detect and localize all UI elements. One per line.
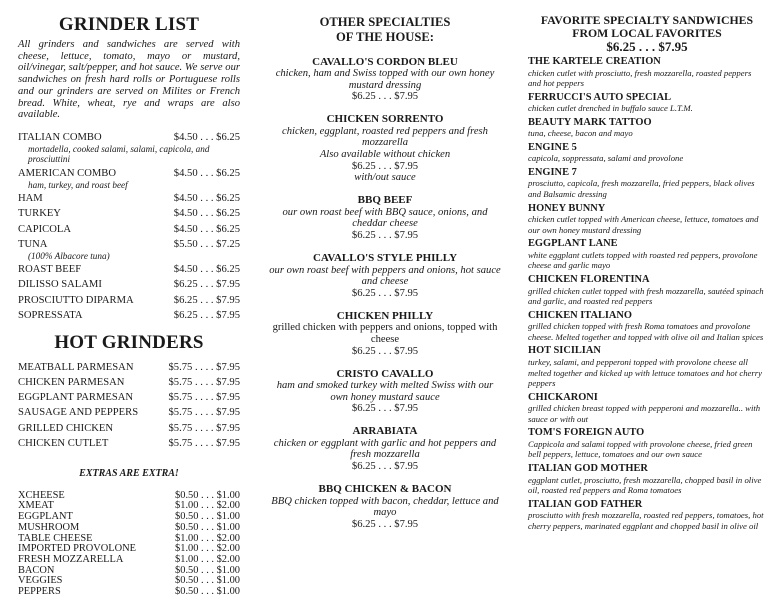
specialty-description: our own roast beef with BBQ sauce, onions, and cheddar cheese — [282, 206, 488, 230]
favorite-item — [528, 56, 766, 89]
menu-item-row — [18, 295, 240, 307]
menu-item — [18, 438, 240, 450]
favorite-description: capicola, soppressata, salami and provolone — [528, 153, 684, 164]
favorite-name: EGGPLANT LANE — [528, 238, 618, 250]
extra-item-price: $0.50 . . . $1.00 — [175, 575, 240, 587]
menu-item-description: (100% Albacore tuna) — [28, 250, 110, 261]
extra-item-name: IMPORTED PROVOLONE — [18, 543, 137, 555]
grinder-list-intro: All grinders and sandwiches are served with cheese, lettuce, tomato, mayo or mustard, oil/vinegar, salt/pepper, and hot sauce. We serve our sandwiches on fresh hard rolls or Portuguese rolls and our grinders are served on Milites or French bread. White, wheat, rye and wraps are also available. — [18, 39, 240, 121]
extra-item-name: TABLE CHEESE — [18, 532, 93, 544]
hot-grinders-title: HOT GRINDERS — [54, 331, 204, 353]
favorite-description: grilled chicken cutlet topped with fresh mozzarella, sautéed spinach and garlic, and roasted red peppers — [528, 285, 764, 307]
specialty-description: chicken, eggplant, roasted red peppers and fresh mozzarella — [282, 125, 488, 149]
extra-item — [18, 587, 240, 598]
menu-item-price: $6.25 . . . $7.95 — [173, 279, 240, 291]
menu-item — [18, 168, 240, 190]
specialty-description: grilled chicken with peppers and onions, topped with cheese — [272, 322, 498, 345]
menu-item-price: $5.75 . . . . $7.95 — [168, 392, 240, 404]
favorite-name: ENGINE 5 — [528, 141, 577, 153]
menu-item-row — [18, 392, 240, 404]
extras-list — [18, 491, 240, 598]
specialty-price: $6.25 . . . $7.95 — [351, 287, 419, 299]
grinder-list — [18, 132, 240, 322]
specialty-description: BBQ chicken topped with bacon, cheddar, lettuce and mayo — [271, 495, 499, 519]
favorite-item — [528, 345, 766, 388]
favorite-name: ITALIAN GOD MOTHER — [528, 463, 648, 475]
favorite-description: turkey, salami, and pepperoni topped with provolone cheese all melted together and kicked up with lettuce tomatoes and hot cherry peppers — [528, 356, 763, 389]
menu-item-name: AMERICAN COMBO — [18, 167, 117, 179]
specialty-note: with/out sauce — [354, 172, 416, 184]
menu-item-price: $4.50 . . . $6.25 — [173, 131, 240, 143]
specialty-item — [268, 310, 502, 357]
favorite-description: prosciutto, capicola, fresh mozzarella, fried peppers, black olives and Balsamic dressing — [528, 178, 755, 200]
menu-item-price: $4.50 . . . $6.25 — [173, 223, 240, 235]
menu-item-price: $5.75 . . . . $7.95 — [168, 422, 240, 434]
favorite-name: THE KARTELE CREATION — [528, 56, 661, 67]
specialty-item — [268, 483, 502, 530]
favorite-description: grilled chicken topped with fresh Roma tomatoes and provolone cheese. Melted together and topped with olive oil and Italian spices — [528, 321, 764, 342]
extra-item-price: $0.50 . . . $1.00 — [175, 489, 240, 501]
menu-item-name: PROSCIUTTO DIPARMA — [18, 294, 134, 306]
specialties-title-line1: OTHER SPECIALTIES — [319, 15, 451, 29]
menu-item-row — [18, 310, 240, 322]
specialty-price: $6.25 . . . $7.95 — [351, 345, 419, 357]
specialties-title — [268, 15, 502, 45]
menu-item-description: ham, turkey, and roast beef — [28, 179, 128, 190]
hot-grinders-list — [18, 362, 240, 450]
menu-item-row — [18, 132, 240, 144]
favorite-item — [528, 274, 766, 307]
specialties-title-line2: OF THE HOUSE: — [336, 30, 434, 44]
menu-item-row — [18, 438, 240, 450]
favorite-description: prosciutto with fresh mozzarella, roasted red peppers, tomatoes, hot cherry peppers, marinated eggplant and chopped basil in olive oil — [528, 510, 764, 531]
favorite-description: Cappicola and salami topped with provolone cheese, fried green bell peppers, lettuce, tomatoes and our own sauce — [528, 438, 753, 460]
specialty-name: CRISTO CAVALLO — [336, 367, 434, 380]
extra-item-name: MUSHROOM — [18, 521, 80, 533]
menu-item-description: mortadella, cooked salami, salami, capicola, and prosciuttini — [28, 143, 210, 165]
favorite-description: white eggplant cutlets topped with roasted red peppers, provolone cheese and garlic mayo — [528, 249, 758, 271]
menu-item-row — [18, 168, 240, 180]
favorites-list — [528, 56, 766, 531]
menu-item-name: MEATBALL PARMESAN — [18, 361, 134, 373]
menu-item — [18, 224, 240, 236]
menu-item-row — [18, 362, 240, 374]
specialty-item — [268, 425, 502, 472]
favorite-name: CHICKARONI — [528, 391, 598, 403]
menu-item-price: $6.25 . . . $7.95 — [173, 294, 240, 306]
left-column — [18, 0, 240, 598]
specialty-item — [268, 56, 502, 103]
extra-item-price: $1.00 . . . $2.00 — [175, 532, 240, 544]
extra-item-price: $0.50 . . . $1.00 — [175, 586, 240, 598]
favorites-title — [528, 14, 766, 40]
favorite-name: TOM'S FOREIGN AUTO — [528, 427, 645, 439]
menu-item-name: CHICKEN CUTLET — [18, 437, 109, 449]
menu-item-name: HAM — [18, 193, 43, 205]
specialty-name: BBQ BEEF — [357, 194, 413, 207]
favorite-item — [528, 499, 766, 532]
extra-item-name: FRESH MOZZARELLA — [18, 553, 124, 565]
specialty-name: CHICKEN PHILLY — [336, 309, 434, 322]
menu-item-price: $5.75 . . . . $7.95 — [168, 376, 240, 388]
menu-item-name: TURKEY — [18, 208, 61, 220]
extra-item-name: XCHEESE — [18, 489, 65, 501]
menu-item — [18, 407, 240, 419]
menu-item-row — [18, 377, 240, 389]
favorite-item — [528, 203, 766, 236]
favorite-item — [528, 92, 766, 114]
extras-title: EXTRAS ARE EXTRA! — [79, 467, 179, 479]
specialty-price: $6.25 . . . $7.95 — [351, 160, 419, 172]
menu-item-name: CHICKEN PARMESAN — [18, 376, 125, 388]
extra-item-name: EGGPLANT — [18, 511, 73, 523]
favorite-description: chicken cutlet drenched in buffalo sauce L.T.M. — [528, 103, 693, 114]
right-column — [528, 0, 766, 531]
favorite-name: HONEY BUNNY — [528, 202, 606, 214]
specialty-price: $6.25 . . . $7.95 — [351, 403, 419, 415]
favorite-name: CHICKEN FLORENTINA — [528, 274, 650, 286]
specialty-price: $6.25 . . . $7.95 — [351, 461, 419, 473]
favorite-item — [528, 427, 766, 460]
favorite-item — [528, 310, 766, 343]
menu-item — [18, 377, 240, 389]
favorite-name: ENGINE 7 — [528, 166, 577, 178]
menu-item-price: $5.75 . . . . $7.95 — [168, 407, 240, 419]
favorites-title-line1: FAVORITE SPECIALTY SANDWICHES — [540, 13, 754, 27]
menu-item-row — [18, 239, 240, 251]
menu-item-price: $6.25 . . . $7.95 — [173, 309, 240, 321]
favorite-item — [528, 463, 766, 496]
specialty-item — [268, 252, 502, 299]
menu-item-name: GRILLED CHICKEN — [18, 422, 114, 434]
specialty-item — [268, 368, 502, 415]
extra-item-price: $0.50 . . . $1.00 — [175, 511, 240, 523]
middle-column — [268, 0, 502, 530]
extra-item-name: XMEAT — [18, 500, 54, 512]
menu-item-price: $4.50 . . . $6.25 — [173, 264, 240, 276]
specialty-note: Also available without chicken — [319, 148, 451, 160]
specialty-item — [268, 194, 502, 241]
menu-item-price: $5.75 . . . . $7.95 — [168, 437, 240, 449]
menu-item-row — [18, 208, 240, 220]
specialty-price: $6.25 . . . $7.95 — [351, 91, 419, 103]
menu-item-name: SAUSAGE AND PEPPERS — [18, 407, 139, 419]
favorite-name: HOT SICILIAN — [528, 345, 601, 357]
menu-item-name: DILISSO SALAMI — [18, 279, 102, 291]
extra-item-price: $1.00 . . . $2.00 — [175, 500, 240, 512]
extra-item-price: $1.00 . . . $2.00 — [175, 553, 240, 565]
specialty-name: CAVALLO'S STYLE PHILLY — [312, 252, 458, 265]
menu-item — [18, 239, 240, 261]
menu-item — [18, 295, 240, 307]
menu-item-name: TUNA — [18, 238, 48, 250]
menu-item-name: SOPRESSATA — [18, 309, 83, 321]
specialty-name: CHICKEN SORRENTO — [326, 113, 444, 126]
menu-item — [18, 208, 240, 220]
favorites-price: $6.25 . . . $7.95 — [606, 39, 688, 54]
extra-item-name: VEGGIES — [18, 575, 63, 587]
extra-item — [18, 523, 240, 534]
specialty-price: $6.25 . . . $7.95 — [351, 229, 419, 241]
menu-item — [18, 362, 240, 374]
favorite-name: CHICKEN ITALIANO — [528, 309, 633, 321]
favorite-description: eggplant cutlet, prosciutto, fresh mozzarella, chopped basil in olive oil, roasted red peppers and Roma tomatoes — [528, 474, 762, 496]
menu-item — [18, 193, 240, 205]
menu-item-name: ITALIAN COMBO — [18, 131, 102, 143]
favorite-description: chicken cutlet with prosciutto, fresh mozzarella, roasted peppers and hot peppers — [528, 67, 752, 89]
menu-item-price: $4.50 . . . $6.25 — [173, 208, 240, 220]
specialties-list — [268, 56, 502, 531]
menu-item-row — [18, 279, 240, 291]
favorite-item — [528, 238, 766, 271]
menu-item — [18, 392, 240, 404]
favorite-item — [528, 392, 766, 425]
specialty-name: BBQ CHICKEN & BACON — [318, 483, 452, 496]
specialty-item — [268, 113, 502, 183]
menu-item — [18, 264, 240, 276]
menu-item — [18, 279, 240, 291]
specialty-name: ARRABIATA — [352, 425, 418, 438]
menu-item-price: $4.50 . . . $6.25 — [173, 167, 240, 179]
favorite-description: tuna, cheese, bacon and mayo — [528, 128, 633, 139]
extra-item-name: PEPPERS — [18, 586, 61, 598]
specialty-name: CAVALLO'S CORDON BLEU — [312, 55, 458, 68]
menu-item-row — [18, 264, 240, 276]
menu-item-name: ROAST BEEF — [18, 264, 82, 276]
extra-item-price: $0.50 . . . $1.00 — [175, 564, 240, 576]
favorite-item — [528, 142, 766, 164]
specialty-description: chicken, ham and Swiss topped with our own honey mustard dressing — [275, 68, 495, 91]
menu-item-row — [18, 193, 240, 205]
favorite-item — [528, 117, 766, 139]
menu-item-price: $5.75 . . . . $7.95 — [168, 361, 240, 373]
grinder-list-title: GRINDER LIST — [58, 14, 200, 35]
menu-item-row — [18, 224, 240, 236]
favorite-name: BEAUTY MARK TATTOO — [528, 116, 652, 128]
extra-item-name: BACON — [18, 564, 55, 576]
menu-item — [18, 310, 240, 322]
menu-item — [18, 132, 240, 165]
specialty-description: our own roast beef with peppers and onions, hot sauce and cheese — [269, 264, 501, 288]
extra-item-price: $0.50 . . . $1.00 — [175, 521, 240, 533]
menu-item — [18, 423, 240, 435]
menu-item-name: CAPICOLA — [18, 223, 71, 235]
favorites-title-line2: FROM LOCAL FAVORITES — [572, 26, 722, 40]
favorite-name: ITALIAN GOD FATHER — [528, 498, 643, 510]
menu-item-price: $5.50 . . . $7.25 — [173, 238, 240, 250]
favorite-description: chicken cutlet topped with American cheese, lettuce, tomatoes and our own honey mustard dressing — [528, 214, 759, 235]
menu-item-price: $4.50 . . . $6.25 — [173, 193, 240, 205]
favorite-item — [528, 167, 766, 200]
specialty-description: chicken or eggplant with garlic and hot peppers and fresh mozzarella — [273, 437, 497, 461]
specialty-price: $6.25 . . . $7.95 — [351, 518, 419, 530]
menu-item-row — [18, 423, 240, 435]
favorite-description: grilled chicken breast topped with pepperoni and mozzarella.. with sauce or with out — [528, 403, 761, 424]
favorite-name: FERRUCCI'S AUTO SPECIAL — [528, 91, 671, 103]
specialty-description: ham and smoked turkey with melted Swiss with our own honey mustard sauce — [276, 380, 494, 403]
menu-item-name: EGGPLANT PARMESAN — [18, 392, 134, 404]
extra-item-price: $1.00 . . . $2.00 — [175, 543, 240, 555]
menu-item-row — [18, 407, 240, 419]
